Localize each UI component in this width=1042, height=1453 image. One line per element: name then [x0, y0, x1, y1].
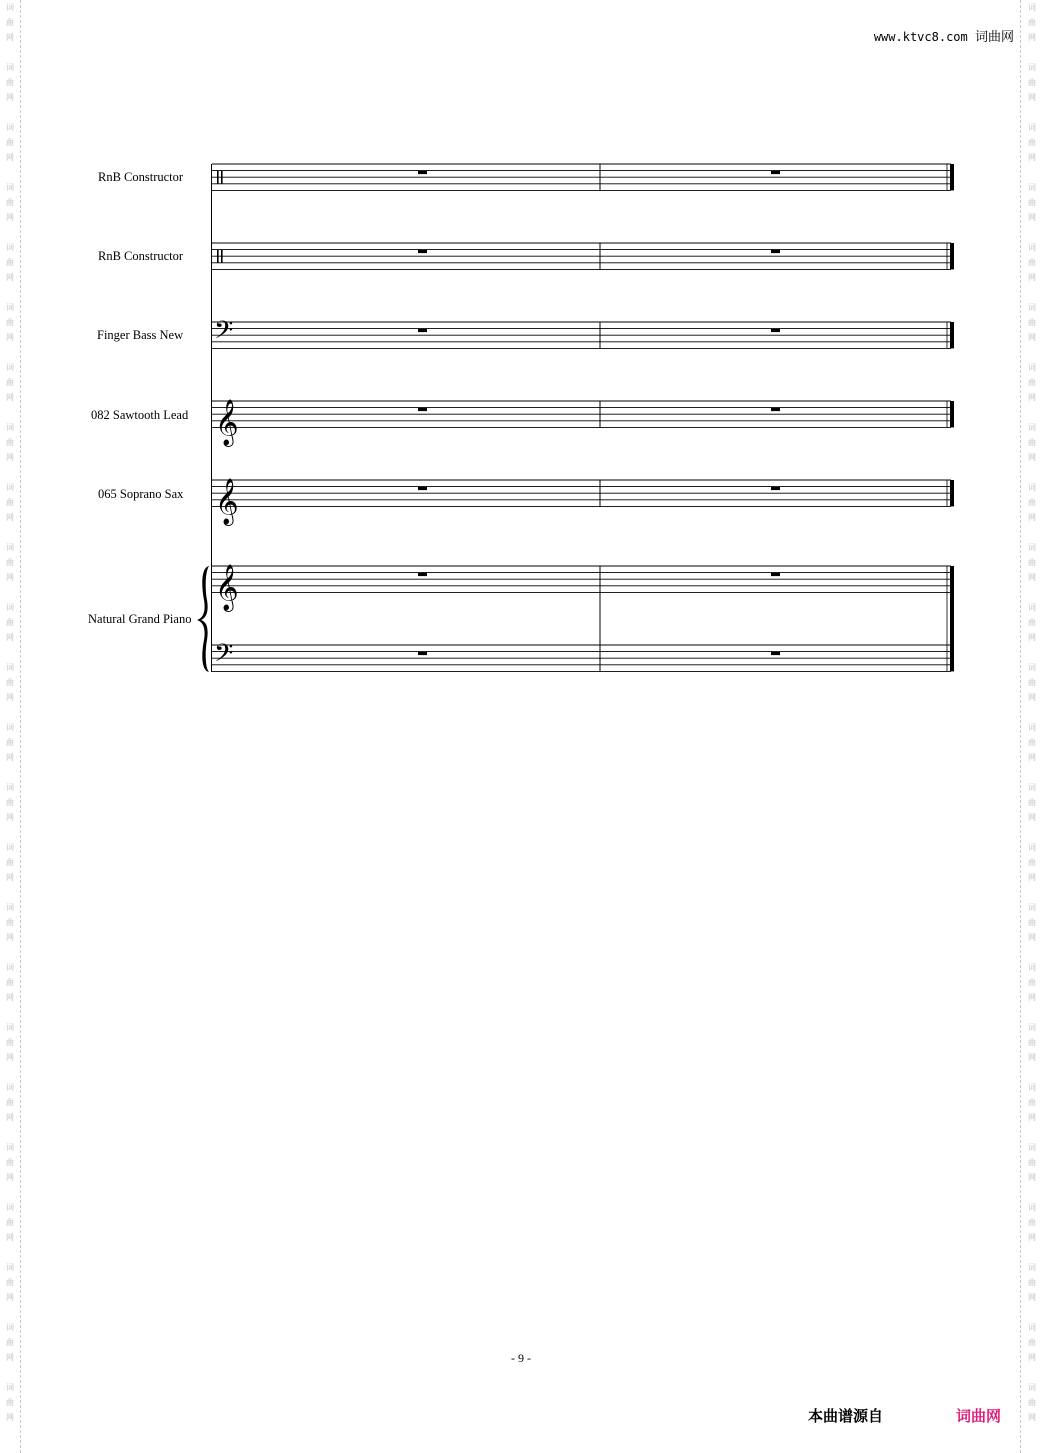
watermark-glyph-group: 词 曲 网	[6, 843, 14, 882]
watermark-glyph-group: 词 曲 网	[6, 1323, 14, 1362]
piano-brace	[197, 566, 209, 672]
instrument-label-soprano-sax: 065 Soprano Sax	[98, 487, 184, 501]
watermark-glyph-group: 词 曲 网	[6, 363, 14, 402]
watermark-glyph-group: 词 曲 网	[6, 1383, 14, 1422]
watermark-glyph-group: 词 曲 网	[6, 3, 14, 42]
watermark-glyph-group: 词 曲 网	[1028, 123, 1036, 162]
watermark-glyph-group: 词 曲 网	[6, 63, 14, 102]
watermark-glyph-group: 词 曲 网	[6, 243, 14, 282]
watermark-glyph-group: 词 曲 网	[6, 963, 14, 1002]
whole-rest	[418, 329, 427, 333]
whole-rest	[418, 487, 427, 491]
footer-source-text: 本曲谱源自	[808, 1407, 884, 1425]
watermark-glyph-group: 词 曲 网	[6, 1023, 14, 1062]
watermark-glyph-group: 词 曲 网	[1028, 1143, 1036, 1182]
final-barline-thick	[950, 243, 954, 269]
watermark-glyph-group: 词 曲 网	[6, 1203, 14, 1242]
percussion-clef-bar	[217, 171, 219, 184]
watermark-glyph-group: 词 曲 网	[6, 603, 14, 642]
treble-clef-icon: 𝄞	[215, 478, 239, 525]
watermark-glyph-group: 词 曲 网	[1028, 423, 1036, 462]
percussion-clef-bar	[221, 250, 223, 263]
whole-rest	[771, 487, 780, 491]
watermark-glyph-group: 词 曲 网	[6, 1263, 14, 1302]
watermark-glyph-group: 词 曲 网	[1028, 1263, 1036, 1302]
bass-clef-icon: 𝄢	[214, 316, 234, 352]
watermark-glyph-group: 词 曲 网	[1028, 243, 1036, 282]
site-name: 词曲网	[974, 30, 1014, 45]
watermark-glyph-group: 词 曲 网	[6, 1143, 14, 1182]
page-number: - 9 -	[511, 1351, 531, 1365]
watermark-glyph-group: 词 曲 网	[1028, 3, 1036, 42]
watermark-glyph-group: 词 曲 网	[1028, 183, 1036, 222]
instrument-label-grand-piano: Natural Grand Piano	[88, 612, 192, 626]
watermark-glyph-group: 词 曲 网	[6, 1083, 14, 1122]
watermark-glyph-group: 词 曲 网	[1028, 783, 1036, 822]
percussion-clef-bar	[221, 171, 223, 184]
watermark-glyph-group: 词 曲 网	[1028, 723, 1036, 762]
whole-rest	[771, 652, 780, 656]
watermark-glyph-group: 词 曲 网	[6, 303, 14, 342]
watermark-glyph-group: 词 曲 网	[6, 663, 14, 702]
whole-rest	[418, 408, 427, 412]
whole-rest	[418, 171, 427, 175]
bass-clef-icon: 𝄢	[214, 639, 234, 675]
treble-clef-icon: 𝄞	[215, 564, 239, 611]
watermark-glyph-group: 词 曲 网	[6, 483, 14, 522]
final-barline-thick	[950, 480, 954, 506]
watermark-glyph-group: 词 曲 网	[1028, 483, 1036, 522]
watermark-glyph-group: 词 曲 网	[1028, 903, 1036, 942]
watermark-glyph-group: 词 曲 网	[6, 783, 14, 822]
watermark-glyph-group: 词 曲 网	[1028, 963, 1036, 1002]
watermark-glyph-group: 词 曲 网	[1028, 1383, 1036, 1422]
instrument-label-sawtooth-lead: 082 Sawtooth Lead	[91, 408, 189, 422]
watermark-glyph-group: 词 曲 网	[6, 123, 14, 162]
whole-rest	[771, 573, 780, 577]
watermark-glyph-group: 词 曲 网	[1028, 543, 1036, 582]
watermark-glyph-group: 词 曲 网	[6, 903, 14, 942]
watermark-glyph-group: 词 曲 网	[1028, 63, 1036, 102]
watermark-glyph-group: 词 曲 网	[1028, 1083, 1036, 1122]
instrument-label-rnb-constructor-1: RnB Constructor	[98, 170, 184, 184]
percussion-clef-bar	[217, 250, 219, 263]
watermark-glyph-group: 词 曲 网	[6, 183, 14, 222]
final-barline-thick	[950, 164, 954, 190]
piano-final-barline-thick	[950, 566, 954, 671]
whole-rest	[418, 652, 427, 656]
music-score	[0, 0, 1042, 720]
whole-rest	[771, 171, 780, 175]
watermark-glyph-group: 词 曲 网	[1028, 663, 1036, 702]
whole-rest	[418, 573, 427, 577]
watermark-glyph-group: 词 曲 网	[1028, 303, 1036, 342]
whole-rest	[771, 408, 780, 412]
watermark-glyph-group: 词 曲 网	[6, 723, 14, 762]
watermark-glyph-group: 词 曲 网	[6, 543, 14, 582]
whole-rest	[771, 250, 780, 254]
footer-brand-link[interactable]: 词曲网	[956, 1407, 1002, 1425]
watermark-glyph-group: 词 曲 网	[1028, 1023, 1036, 1062]
watermark-glyph-group: 词 曲 网	[1028, 1203, 1036, 1242]
watermark-glyph-group: 词 曲 网	[1028, 603, 1036, 642]
instrument-label-rnb-constructor-2: RnB Constructor	[98, 249, 184, 263]
site-url[interactable]: www.ktvc8.com	[873, 30, 968, 44]
watermark-glyph-group: 词 曲 网	[1028, 1323, 1036, 1362]
watermark-glyph-group: 词 曲 网	[6, 423, 14, 462]
final-barline-thick	[950, 401, 954, 427]
treble-clef-icon: 𝄞	[215, 399, 239, 446]
watermark-glyph-group: 词 曲 网	[1028, 843, 1036, 882]
watermark-glyph-group: 词 曲 网	[1028, 363, 1036, 402]
whole-rest	[771, 329, 780, 333]
instrument-label-finger-bass: Finger Bass New	[97, 328, 184, 342]
final-barline-thick	[950, 322, 954, 348]
whole-rest	[418, 250, 427, 254]
